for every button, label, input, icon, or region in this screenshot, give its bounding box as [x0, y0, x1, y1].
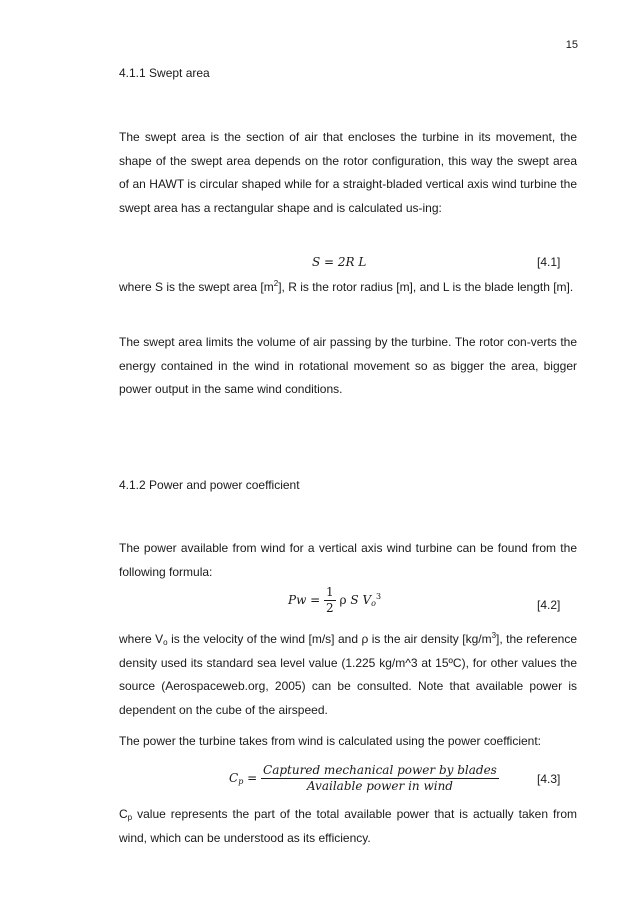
velocity-letter: V — [362, 593, 372, 607]
fraction-numerator: Captured mechanical power by blades — [263, 763, 497, 777]
paragraph-variables-swept-area — [119, 276, 577, 300]
superscript: 3 — [375, 592, 382, 601]
text-segment: where V — [119, 632, 164, 646]
superscript: 3 — [491, 631, 497, 640]
text-segment: ], the reference density used its standard sea level value (1.225 kg/m^3 at 15ºC), for other values the source (Aerospaceweb.org, 2005) can be consulted. Note that available power is dependent on the cube of the airspeed. — [119, 632, 578, 717]
coefficient-symbol — [229, 771, 243, 785]
fraction-denominator: 2 — [326, 601, 334, 615]
equation-4-2 — [288, 585, 381, 616]
equation-number-4-1: [4.1] — [537, 255, 561, 269]
text-segment: C — [119, 807, 128, 821]
paragraph-efficiency — [119, 803, 577, 850]
subscript: p — [127, 813, 133, 822]
fraction — [324, 585, 336, 616]
rho-symbol: ρ — [339, 593, 347, 607]
section-heading-swept-area: 4.1.1 Swept area — [119, 66, 210, 80]
text-segment: value represents the part of the total available power that is actually taken from wind, which can be understood as its efficiency. — [119, 807, 577, 845]
section-heading-power-coefficient: 4.1.2 Power and power coefficient — [119, 478, 300, 492]
subscript: o — [163, 638, 168, 647]
text-segment: ], R is the rotor radius [m], and L is the blade length [m]. — [278, 280, 574, 294]
paragraph-velocity-density — [119, 628, 577, 722]
paragraph-power-available: The power available from wind for a vertical axis wind turbine can be found from the following formula: — [119, 541, 577, 579]
equation-4-1: S = 2R L — [312, 255, 367, 269]
text-segment: is the velocity of the wind [m/s] and ρ is the air density [kg/m — [167, 632, 492, 646]
velocity-symbol — [362, 593, 381, 607]
paragraph-swept-area-definition: The swept area is the section of air that encloses the turbine in its movement, the shape of the swept area depends on the rotor configuration, this way the swept area of an HAWT is circular shaped while for a straight-bladed vertical axis wind turbine the swept area has a rectangular shape and is calculated us-ing: — [119, 130, 577, 215]
subscript: o — [371, 599, 376, 608]
coefficient-letter: C — [229, 771, 239, 785]
text-segment: where S is the swept area [m — [119, 280, 274, 294]
equation-4-3 — [229, 763, 499, 794]
page-number: 15 — [565, 39, 578, 51]
paragraph-swept-area-limits: The swept area limits the volume of air passing by the turbine. The rotor con-verts the energy contained in the wind in rotational movement so as bigger the area, bigger power output in the same wind conditions. — [119, 335, 577, 397]
paragraph-power-coefficient-intro: The power the turbine takes from wind is calculated using the power coefficient: — [119, 734, 542, 748]
fraction — [261, 763, 499, 794]
fraction-denominator: Available power in wind — [306, 779, 453, 793]
subscript: p — [238, 777, 244, 786]
equation-number-4-3: [4.3] — [537, 772, 561, 786]
equals-sign: = — [247, 771, 258, 785]
swept-area-symbol: S — [350, 593, 359, 607]
fraction-numerator: 1 — [326, 585, 334, 599]
equation-number-4-2: [4.2] — [537, 598, 561, 612]
equation-lhs: Pw = — [288, 593, 321, 607]
superscript: 2 — [273, 279, 279, 288]
